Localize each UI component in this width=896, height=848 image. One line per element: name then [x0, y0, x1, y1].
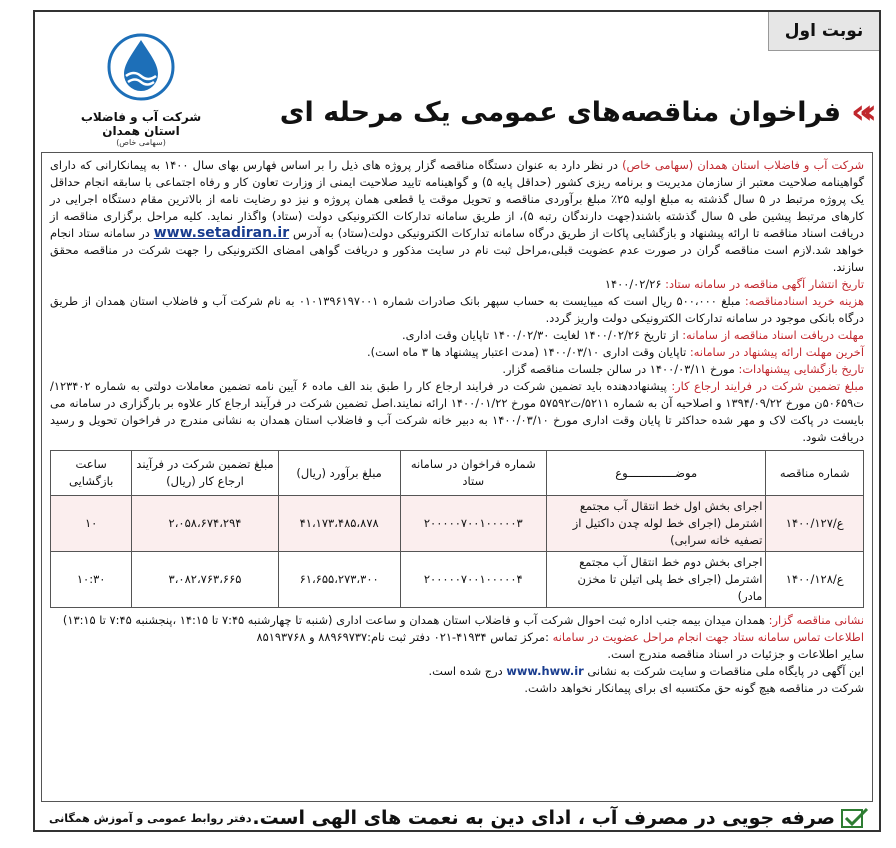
- note-text: درج شده است.: [428, 664, 507, 678]
- detail-value: از تاریخ ۱۴۰۰/۰۲/۲۶ لغایت ۱۴۰۰/۰۲/۳۰ تاپایان وقت اداری.: [402, 328, 683, 342]
- address-value: همدان میدان بیمه جنب اداره ثبت احوال شرکت آب و فاضلاب استان همدان و ساعت اداری (شنبه تا چهارشنبه ۷:۴۵ تا ۱۴:۱۵ ،پنجشنبه ۷:۴۵ تا ۱۳:۱۵): [62, 613, 769, 627]
- detail-item: [50, 276, 864, 293]
- detail-value: تاپایان وقت اداری ۱۴۰۰/۰۳/۱۰ (مدت اعتبار پیشنهاد ها ۳ ماه است).: [367, 345, 690, 359]
- detail-item: [50, 378, 864, 446]
- detail-value: پیشنهاددهنده باید تضمین شرکت در فرایند ارجاع کار را طبق بند الف ماده ۶ آیین نامه تضمین معاملات دولتی به شماره ۱۲۳۴۰۲/ت۵۰۶۵۹ن مورخ ۱۳۹۴/۰۹/۲۲ و اصلاحیه آن به شماره ۵۲۱۱/ت۵۷۵۹۲ مورخ ۱۴۰۰/۰۱/۲۲ ارائه نمایند.اصل تضمین شرکت در فرآیند ارجاع کار علاوه بر بارگزاری در سامانه می بایست در پاکت لاک و مهر شده حداکثر تا پایان وقت اداری مورخ ۱۴۰۰/۰۳/۱۰ به دبیر خانه شرکت آب و فاضلاب استان همدان به نشانی مندرج در فراخوان تحویل و رسید دریافت شود.: [50, 379, 864, 444]
- table-cell: ع/۱۴۰۰/۱۲۷: [766, 496, 864, 552]
- round-label: نوبت اول: [768, 12, 879, 51]
- notice-frame: [33, 10, 881, 832]
- slogan: [252, 807, 873, 830]
- table-row: [51, 552, 864, 608]
- title-bar: [225, 82, 873, 142]
- logo-company-name: شرکت آب و فاضلاب استان همدان: [80, 110, 202, 138]
- contact-label: اطلاعات تماس سامانه ستاد جهت انجام مراحل عضویت در سامانه: [552, 630, 864, 644]
- logo-company-type: (سهامی خاص): [116, 138, 166, 147]
- table-cell: ۱۰: [51, 496, 132, 552]
- contact-value: :مرکز تماس ۴۱۹۳۴-۰۲۱ دفتر ثبت نام:۸۸۹۶۹۷۳۷ و ۸۵۱۹۳۷۶۸: [256, 630, 553, 644]
- column-header: شماره مناقصه: [766, 451, 864, 496]
- detail-value: ۱۴۰۰/۰۲/۲۶: [604, 277, 666, 291]
- detail-label: تاریخ انتشار آگهی مناقصه در سامانه ستاد:: [665, 277, 864, 291]
- detail-item: [50, 293, 864, 327]
- table-cell: ۲،۰۵۸،۶۷۴،۲۹۴: [132, 496, 278, 552]
- note-text: این آگهی در پایگاه ملی مناقصات و سایت شرکت به نشانی: [583, 664, 864, 678]
- checkmark-icon: [841, 807, 869, 829]
- note-line: سایر اطلاعات و جزئیات در اسناد مناقصه مندرج است.: [607, 647, 864, 661]
- table-cell: ۳،۰۸۲،۷۶۳،۶۶۵: [132, 552, 278, 608]
- address-label: نشانی مناقصه گزار:: [768, 613, 864, 627]
- company-logo: [71, 32, 211, 147]
- table-cell: اجرای بخش دوم خط انتقال آب مجتمع اشترمل (اجرای خط پلی اتیلن تا مخزن مادر): [546, 552, 766, 608]
- table-cell: ع/۱۴۰۰/۱۲۸: [766, 552, 864, 608]
- detail-label: هزینه خرید اسنادمناقصه:: [744, 294, 864, 308]
- company-name: شرکت آب و فاضلاب استان همدان (سهامی خاص): [622, 158, 864, 172]
- column-header: ساعت بازگشایی: [51, 451, 132, 496]
- detail-value: مبلغ ۵۰۰،۰۰۰ ریال است که میبایست به حساب سپهر بانک صادرات شماره ۰۱۰۱۳۹۶۱۹۷۰۰۱ به نام شرکت آب و فاضلاب استان همدان از طریق درگاه بانکی موجود در سامانه تدارکات الکترونیکی دولت واریز گردد.: [50, 294, 864, 325]
- intro-text: در نظر دارد به عنوان دستگاه مناقصه گزار پروژه های ذیل را بر اساس فهارس بهای سال ۱۴۰۰ به پیمانکارانی که دارای گواهینامه صلاحیت معتبر از سازمان مدیریت و برنامه ریزی کشور (حداقل پایه ۵) و گواهینامه تایید صلاحیت ایمنی از وزارت تعاون کار و رفاه اجتماعی با سابقه انجام حداقل یک پروژه مرتبط در ۵ سال گذشته به مبلغ اولیه ۲۵٪ مبلغ برآوردی مناقصه و تحویل موقت یا قطعی همان پروژه و نیز دو رضایت نامه از بالاترین مقام دستگاه اجرایی در کارهای مرتبط پیشین طی ۵ سال گذشته باشند(جهت دارندگان رتبه ۵)، از طریق سامانه تدارکات الکترونیکی دولت (ستاد) واگذار نماید. کلیه مراحل برگزاری مناقصه از دریافت اسناد مناقصه تا ارائه پیشنهاد و بازگشایی پاکات از طریق درگاه سامانه تدارکات الکترونیکی دولت(ستاد) به آدرس: [50, 158, 865, 240]
- column-header: شماره فراخوان در سامانه ستاد: [400, 451, 546, 496]
- detail-label: آخرین مهلت ارائه پیشنهاد در سامانه:: [689, 345, 864, 359]
- intro-paragraph: [50, 157, 864, 276]
- table-header-row: [51, 451, 864, 496]
- table-cell: ۴۱،۱۷۳،۴۸۵،۸۷۸: [278, 496, 400, 552]
- table-row: [51, 496, 864, 552]
- tender-table: [50, 450, 864, 608]
- notice-body: [41, 152, 873, 802]
- double-chevron-icon: «‹: [851, 92, 867, 132]
- table-cell: ۲۰۰۰۰۰۷۰۰۱۰۰۰۰۰۴: [400, 552, 546, 608]
- footer: [41, 806, 873, 830]
- detail-label: مهلت دریافت اسناد مناقصه از سامانه:: [682, 328, 864, 342]
- header: [35, 12, 879, 150]
- slogan-text: صرفه جویی در مصرف آب ، ادای دین به نعمت های الهی است.: [252, 806, 835, 829]
- detail-value: مورخ ۱۴۰۰/۰۳/۱۱ در سالن جلسات مناقصه گزار.: [502, 362, 739, 376]
- detail-item: [50, 344, 864, 361]
- page-title: فراخوان مناقصه‌های عمومی یک مرحله ای: [279, 96, 842, 128]
- hww-link[interactable]: www.hww.ir: [506, 664, 584, 678]
- detail-item: [50, 361, 864, 378]
- detail-label: مبلغ تضمین شرکت در فرایند ارجاع کار:: [671, 379, 864, 393]
- address-line: [50, 612, 864, 629]
- column-header: موضــــــــــــــوع: [546, 451, 766, 496]
- table-cell: ۶۱،۶۵۵،۲۷۳،۳۰۰: [278, 552, 400, 608]
- note-line: [50, 663, 864, 680]
- column-header: مبلغ برآورد (ریال): [278, 451, 400, 496]
- column-header: مبلغ تضمین شرکت در فرآیند ارجاع کار (ریال): [132, 451, 278, 496]
- intro-text-2: در سامانه ستاد انجام خواهد شد.لازم است مناقصه گران در صورت عدم عضویت قبلی،مراحل ثبت نام در سایت مذکور و دریافت گواهی امضای الکترونیکی را جهت شرکت در مناقصه محقق سازند.: [50, 226, 864, 274]
- table-cell: ۱۰:۳۰: [51, 552, 132, 608]
- department-name: دفتر روابط عمومی و آموزش همگانی: [49, 811, 252, 825]
- contact-line: [50, 629, 864, 646]
- water-drop-logo-icon: [106, 32, 176, 102]
- detail-label: تاریخ بازگشایی پیشنهادات:: [738, 362, 864, 376]
- note-line: شرکت در مناقصه هیچ گونه حق مکتسبه ای برای پیمانکار نخواهد داشت.: [524, 681, 864, 695]
- detail-item: [50, 327, 864, 344]
- setad-link[interactable]: www.setadiran.ir: [153, 225, 290, 241]
- table-cell: ۲۰۰۰۰۰۷۰۰۱۰۰۰۰۰۳: [400, 496, 546, 552]
- table-cell: اجرای بخش اول خط انتقال آب مجتمع اشترمل (اجرای خط لوله چدن داکتیل از تصفیه خانه سرابی): [546, 496, 766, 552]
